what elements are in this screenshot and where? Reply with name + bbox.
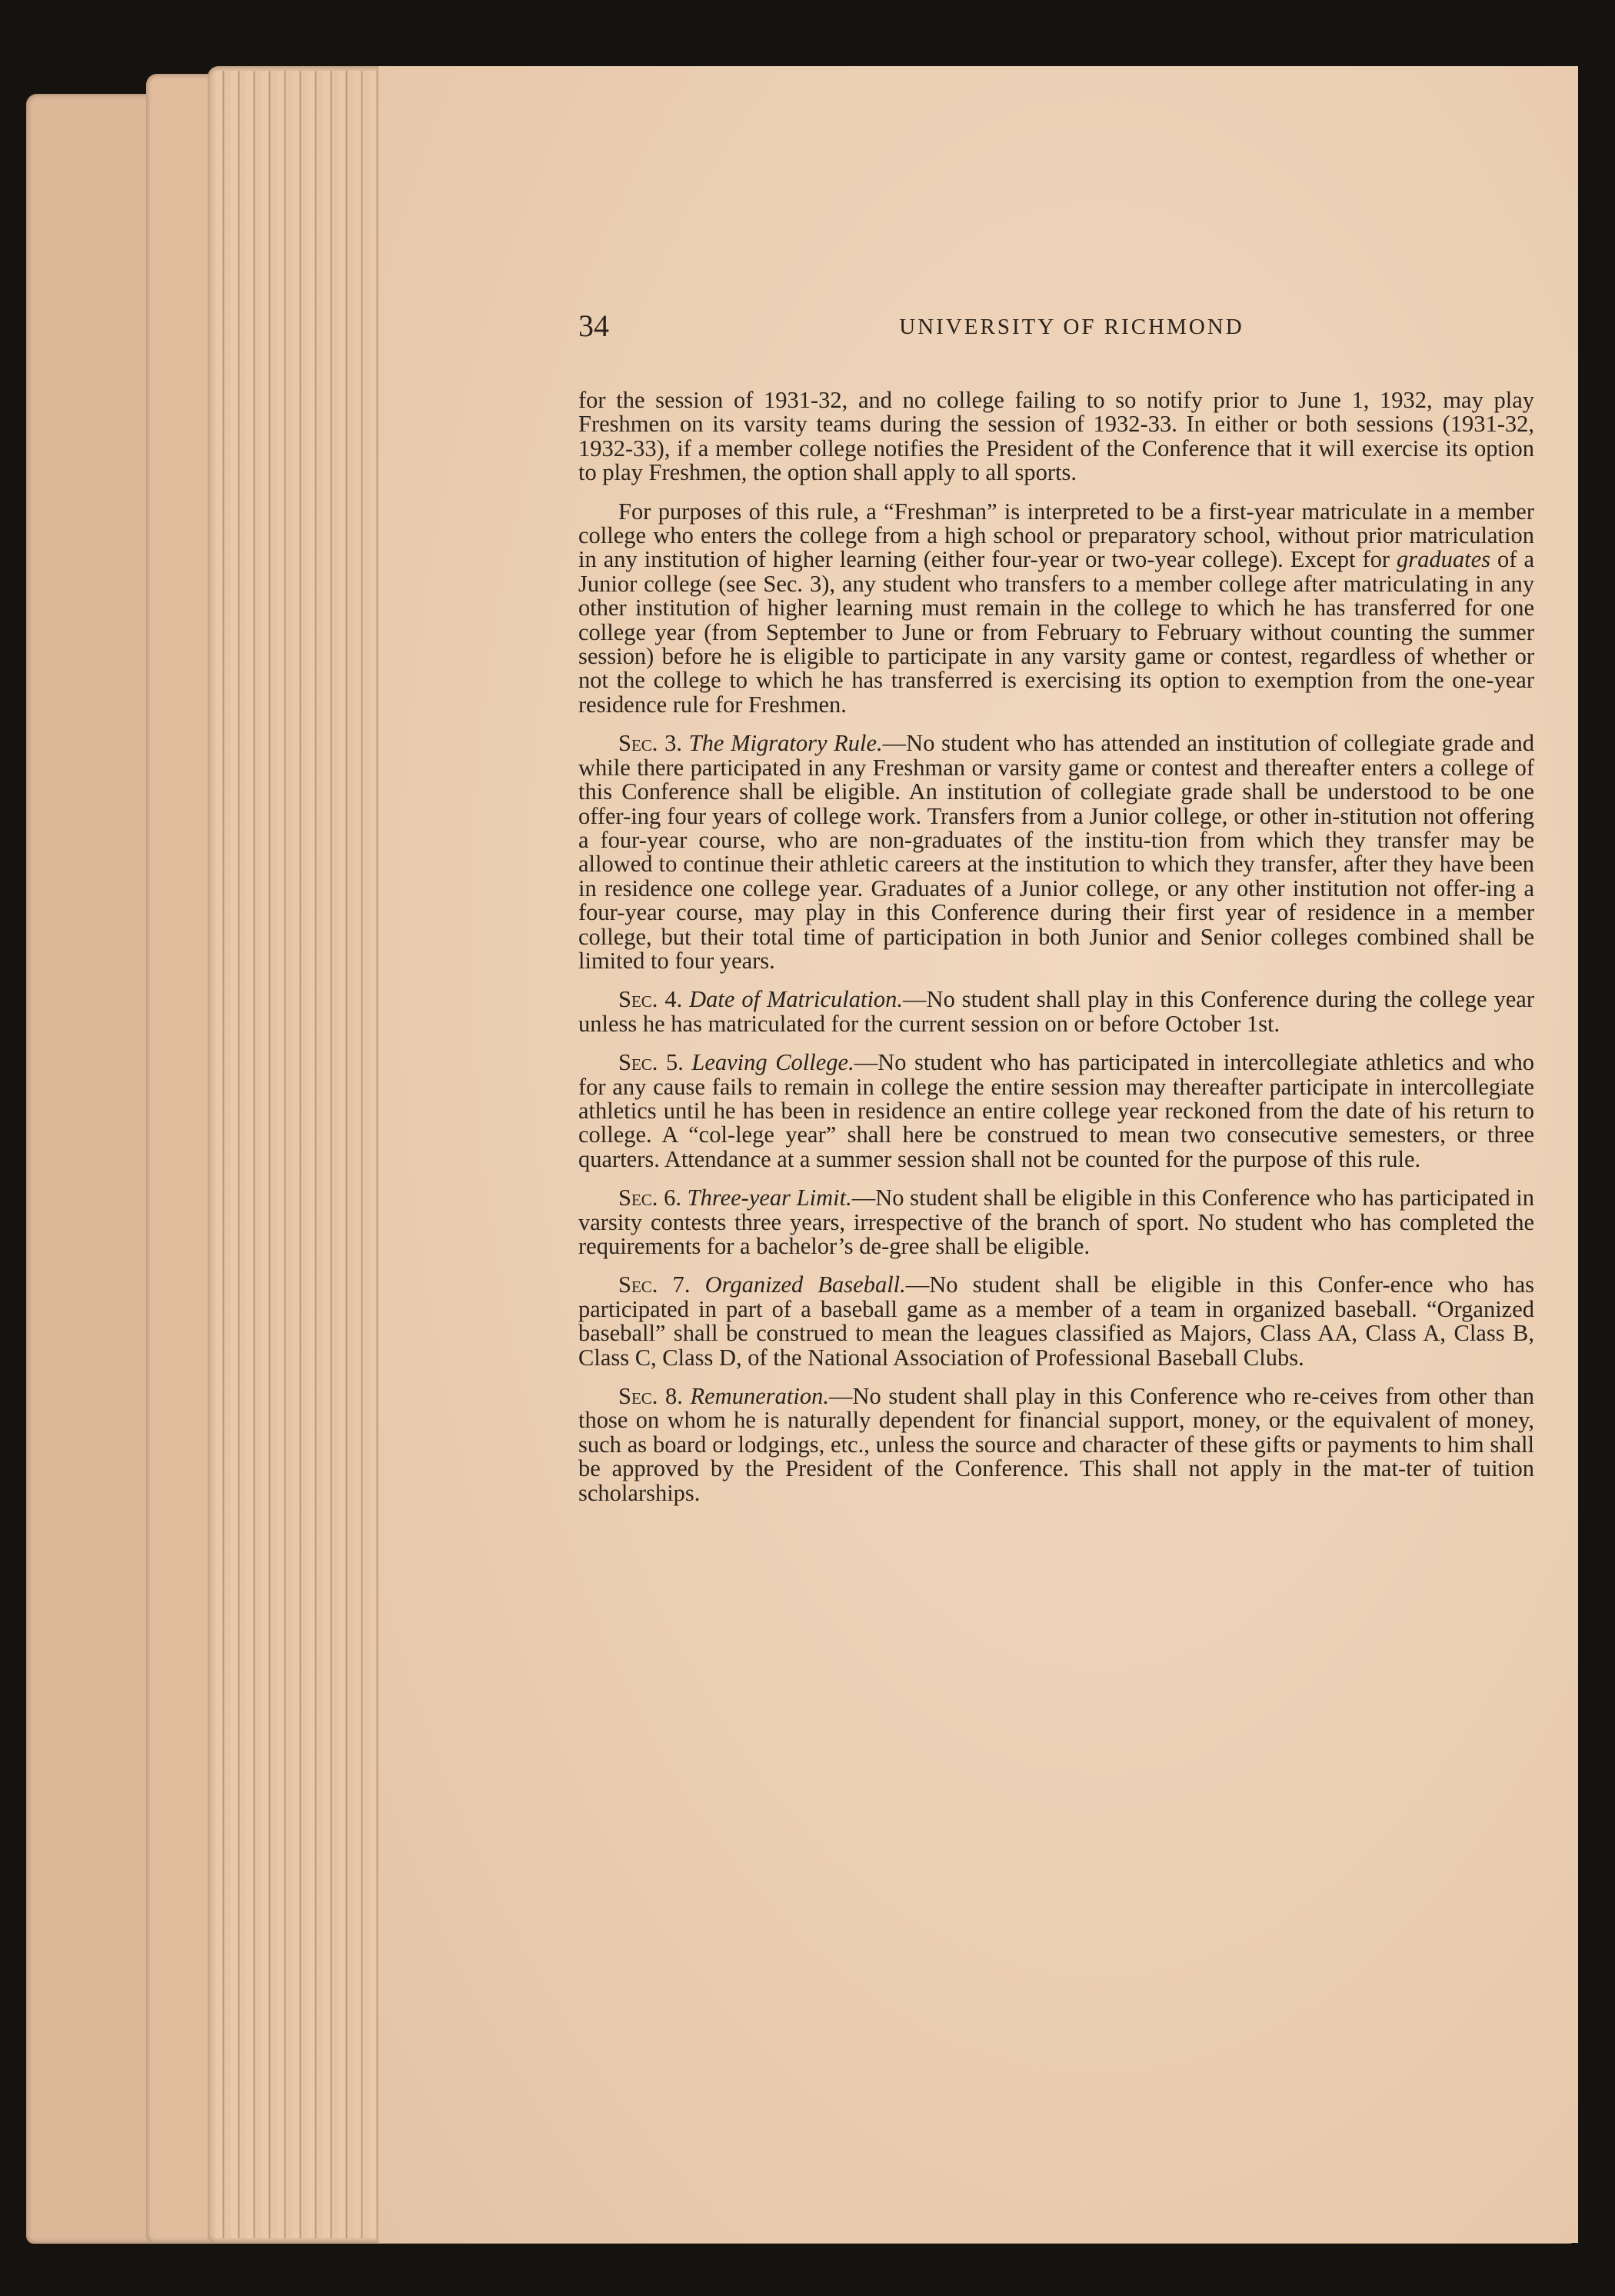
section-title: Remuneration.	[690, 1383, 829, 1410]
page-header	[578, 305, 1534, 352]
section-text: —No student who has participated in intercollegiate athletics and who for any cause fails to remain in college the entire session may thereafter participate in intercollegiate athletics until he has been in residence an entire college year reckoned from the date of his return to college. A “col-lege year” shall here be construed to mean two consecutive semesters, or three quarters. Attendance at a summer session shall not be counted for the purpose of this rule.	[578, 1049, 1534, 1172]
section-label: Sec. 7.	[618, 1271, 691, 1298]
section-label: Sec. 3.	[618, 730, 682, 757]
emphasis-text: graduates	[1397, 546, 1491, 573]
section-text: —No student shall be eligible in this Conference who has participated in varsity contests three years, irrespective of the branch of sport. No student who has completed the requirements for a bachelor’s de-gree shall be eligible.	[578, 1185, 1534, 1259]
section-label: Sec. 6.	[618, 1185, 681, 1211]
section-text: —No student shall play in this Conference who re-ceives from other than those on whom he is naturally dependent for financial support, money, or the equivalent of money, such as board or lodgings, etc., unless the source and character of these gifts or payments to him shall be approved by the President of the Conference. This shall not apply in the mat-ter of tuition scholarships.	[578, 1383, 1534, 1506]
paragraph-text: of a Junior college (see Sec. 3), any student who transfers to a member college after matriculating in any other institution of higher learning must remain in the college to which he has transferred for one college year (from September to June or from February to February without counting the summer session) before he is eligible to participate in any varsity game or contest, regardless of whether or not the college to which he has transferred is exercising its option to exemption from the one-year residence rule for Freshmen.	[578, 546, 1534, 718]
body-text	[578, 388, 1534, 1520]
page-number: 34	[578, 308, 609, 343]
section-text: —No student who has attended an institution of collegiate grade and while there participated in any Freshman or varsity game or contest and thereafter enters a college of this Conference shall be eligible. An institution of collegiate grade shall be understood to be one offer-ing four years of college work. Transfers from a Junior college, or other in-stitution not offering a four-year course, who are non-graduates of the institu-tion from which they transfer may be allowed to continue their athletic careers at the institution to which they transfer, after they have been in residence one college year. Graduates of a Junior college, or any other institution not offer-ing a four-year course, may play in this Conference during their first year of residence in a member college, but their total time of participation in both Junior and Senior colleges combined shall be limited to four years.	[578, 730, 1535, 974]
section-label: Sec. 4.	[618, 986, 683, 1013]
section-4	[578, 988, 1534, 1036]
section-6	[578, 1186, 1534, 1258]
section-3	[578, 731, 1534, 973]
section-title: Three-year Limit.	[687, 1185, 852, 1211]
paragraph-freshman-definition	[578, 500, 1534, 718]
paragraph-text: for the session of 1931-32, and no college failing to so notify prior to June 1, 1932, may play Freshmen on its varsity teams during the session of 1932-33. In either or both sessions (1931-32, 1932-33), if a member college notifies the President of the Conference that it will exercise its option to play Freshmen, the option shall apply to all sports.	[578, 387, 1534, 486]
paragraph-text: For purposes of this rule, a “Freshman” is interpreted to be a first-year matriculate in a member college who enters the college from a high school or preparatory school, without prior matriculation in any institution of higher learning (either four-year or two-year college). Except for	[578, 498, 1534, 573]
section-5	[578, 1051, 1534, 1171]
section-label: Sec. 8.	[618, 1383, 683, 1410]
section-text: —No student shall play in this Conference during the college year unless he has matriculated for the current session on or before October 1st.	[578, 986, 1534, 1037]
section-title: The Migratory Rule.	[688, 730, 883, 757]
section-title: Leaving College.	[691, 1049, 854, 1076]
section-title: Organized Baseball.	[704, 1271, 906, 1298]
section-label: Sec. 5.	[618, 1049, 684, 1076]
section-8	[578, 1385, 1534, 1505]
section-7	[578, 1273, 1534, 1370]
section-text: —No student shall be eligible in this Confer-ence who has participated in part of a baseball game as a member of a team in organized baseball. “Organized baseball” shall be construed to mean the leagues classified as Majors, Class AA, Class A, Class B, Class C, Class D, of the National Association of Professional Baseball Clubs.	[578, 1271, 1534, 1371]
paragraph	[578, 388, 1534, 485]
section-title: Date of Matriculation.	[689, 986, 904, 1013]
running-head: UNIVERSITY OF RICHMOND	[899, 315, 1244, 339]
page-edges	[215, 71, 385, 2238]
